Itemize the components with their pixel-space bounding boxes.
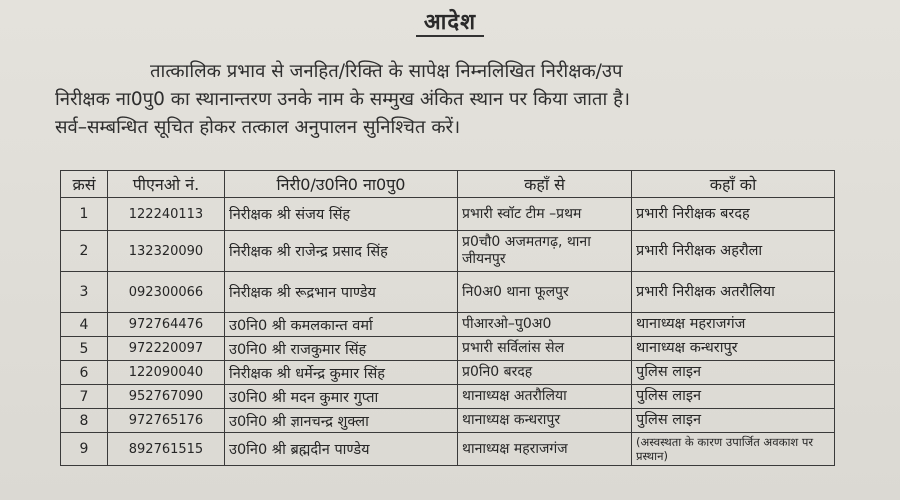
cell-to: प्रभारी निरीक्षक अहरौला bbox=[632, 231, 835, 272]
cell-to: थानाध्यक्ष महराजगंज bbox=[632, 313, 835, 337]
cell-pno: 972765176 bbox=[108, 409, 225, 433]
cell-sno: 7 bbox=[61, 385, 108, 409]
cell-pno: 972220097 bbox=[108, 337, 225, 361]
paragraph-line: सर्व–सम्बन्धित सूचित होकर तत्काल अनुपालन सुनिश्चित करें। bbox=[55, 117, 461, 138]
cell-from: प्रभारी सर्विलांस सेल bbox=[458, 337, 632, 361]
cell-sno: 3 bbox=[61, 272, 108, 313]
cell-sno: 2 bbox=[61, 231, 108, 272]
cell-to: प्रभारी निरीक्षक बरदह bbox=[632, 198, 835, 231]
order-paragraph bbox=[55, 58, 845, 142]
cell-from: थानाध्यक्ष महराजगंज bbox=[458, 433, 632, 466]
cell-pno: 132320090 bbox=[108, 231, 225, 272]
table-row bbox=[61, 361, 835, 385]
transfer-table bbox=[60, 170, 835, 466]
cell-name: निरीक्षक श्री राजेन्द्र प्रसाद सिंह bbox=[225, 231, 458, 272]
cell-from: प्रभारी स्वॉट टीम –प्रथम bbox=[458, 198, 632, 231]
cell-from: पीआरओ–पु0अ0 bbox=[458, 313, 632, 337]
cell-sno: 1 bbox=[61, 198, 108, 231]
cell-name: निरीक्षक श्री रूद्रभान पाण्डेय bbox=[225, 272, 458, 313]
cell-to: थानाध्यक्ष कन्धरापुर bbox=[632, 337, 835, 361]
cell-pno: 122090040 bbox=[108, 361, 225, 385]
cell-name: उ0नि0 श्री राजकुमार सिंह bbox=[225, 337, 458, 361]
cell-name: उ0नि0 श्री कमलकान्त वर्मा bbox=[225, 313, 458, 337]
table-row bbox=[61, 231, 835, 272]
cell-to: पुलिस लाइन bbox=[632, 385, 835, 409]
header-pno: पीएनओ नं. bbox=[108, 171, 225, 198]
cell-name: उ0नि0 श्री मदन कुमार गुप्ता bbox=[225, 385, 458, 409]
table-row bbox=[61, 313, 835, 337]
table-row bbox=[61, 409, 835, 433]
cell-to: (अस्वस्थता के कारण उपार्जित अवकाश पर प्रस्थान) bbox=[632, 433, 835, 466]
table-row bbox=[61, 272, 835, 313]
paragraph-line: तात्कालिक प्रभाव से जनहित/रिक्ति के सापेक्ष निम्नलिखित निरीक्षक/उप bbox=[150, 61, 623, 82]
cell-to: पुलिस लाइन bbox=[632, 409, 835, 433]
cell-from: थानाध्यक्ष कन्धरापुर bbox=[458, 409, 632, 433]
cell-from: प्र0नि0 बरदह bbox=[458, 361, 632, 385]
cell-sno: 4 bbox=[61, 313, 108, 337]
cell-sno: 8 bbox=[61, 409, 108, 433]
cell-to: प्रभारी निरीक्षक अतरौलिया bbox=[632, 272, 835, 313]
cell-from: प्र0चौ0 अजमतगढ़, थाना जीयनपुर bbox=[458, 231, 632, 272]
table-row bbox=[61, 337, 835, 361]
cell-name: निरीक्षक श्री धर्मेन्द्र कुमार सिंह bbox=[225, 361, 458, 385]
cell-pno: 892761515 bbox=[108, 433, 225, 466]
document-title-text: आदेश bbox=[416, 10, 484, 37]
table-row bbox=[61, 433, 835, 466]
cell-sno: 5 bbox=[61, 337, 108, 361]
cell-name: निरीक्षक श्री संजय सिंह bbox=[225, 198, 458, 231]
table-row bbox=[61, 385, 835, 409]
cell-to: पुलिस लाइन bbox=[632, 361, 835, 385]
cell-sno: 9 bbox=[61, 433, 108, 466]
cell-pno: 972764476 bbox=[108, 313, 225, 337]
cell-from: थानाध्यक्ष अतरौलिया bbox=[458, 385, 632, 409]
cell-name: उ0नि0 श्री ज्ञानचन्द्र शुक्ला bbox=[225, 409, 458, 433]
header-sno: क्रसं bbox=[61, 171, 108, 198]
cell-pno: 092300066 bbox=[108, 272, 225, 313]
header-name: निरी0/उ0नि0 ना0पु0 bbox=[225, 171, 458, 198]
header-from: कहाँ से bbox=[458, 171, 632, 198]
table-header-row bbox=[61, 171, 835, 198]
header-to: कहाँ को bbox=[632, 171, 835, 198]
document-title bbox=[0, 6, 900, 36]
cell-pno: 952767090 bbox=[108, 385, 225, 409]
cell-pno: 122240113 bbox=[108, 198, 225, 231]
cell-name: उ0नि0 श्री ब्रह्मदीन पाण्डेय bbox=[225, 433, 458, 466]
cell-from: नि0अ0 थाना फूलपुर bbox=[458, 272, 632, 313]
cell-sno: 6 bbox=[61, 361, 108, 385]
table-row bbox=[61, 198, 835, 231]
paragraph-line: निरीक्षक ना0पु0 का स्थानान्तरण उनके नाम के सम्मुख अंकित स्थान पर किया जाता है। bbox=[55, 89, 630, 110]
